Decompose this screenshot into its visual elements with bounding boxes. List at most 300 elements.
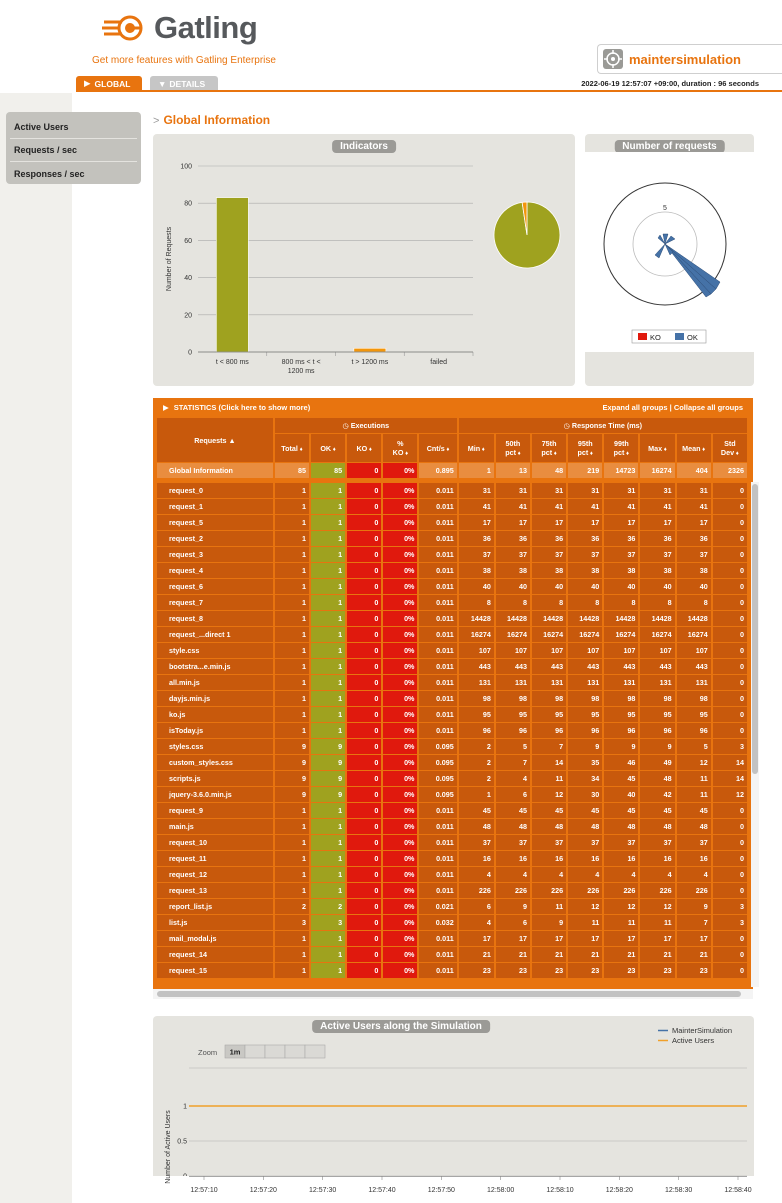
col-std[interactable] xyxy=(713,434,747,462)
table-row[interactable] xyxy=(157,643,747,658)
sort-icon: ♦ xyxy=(403,451,409,457)
group-controls-separator: | xyxy=(669,403,672,412)
x-tick-label: 12:58:10 xyxy=(546,1187,574,1194)
cell-p75: 443 xyxy=(532,659,566,674)
cell-min: 226 xyxy=(459,883,494,898)
table-row[interactable] xyxy=(157,531,747,546)
cell-pct-ko: 0% xyxy=(383,819,417,834)
cell-std: 0 xyxy=(713,643,747,658)
table-row[interactable] xyxy=(157,819,747,834)
cell-p50: 14428 xyxy=(496,611,530,626)
cell-max: 48 xyxy=(640,771,674,786)
cell-p50: 4 xyxy=(496,771,530,786)
cell-p50: 23 xyxy=(496,963,530,978)
cell-p95: 37 xyxy=(568,547,602,562)
cell-std: 0 xyxy=(713,627,747,642)
cell-ok: 1 xyxy=(311,947,345,962)
cell-pct-ko: 0% xyxy=(383,531,417,546)
request-name[interactable]: all.min.js xyxy=(157,675,273,690)
tab-details[interactable] xyxy=(150,76,218,91)
cell-std: 2326 xyxy=(713,463,747,478)
cell-ok: 1 xyxy=(311,627,345,642)
request-name[interactable]: request_7 xyxy=(157,595,273,610)
cell-total: 1 xyxy=(275,659,309,674)
cell-std: 0 xyxy=(713,547,747,562)
table-row[interactable] xyxy=(157,691,747,706)
cell-min: 40 xyxy=(459,579,494,594)
request-name[interactable]: list.js xyxy=(157,915,273,930)
cell-cnt-s: 0.011 xyxy=(419,691,456,706)
table-row[interactable] xyxy=(157,915,747,930)
cell-std: 0 xyxy=(713,531,747,546)
cell-min: 107 xyxy=(459,643,494,658)
cell-cnt-s: 0.011 xyxy=(419,723,456,738)
cell-p50: 48 xyxy=(496,819,530,834)
gatling-logo[interactable] xyxy=(100,12,257,44)
requests-title: Number of requests xyxy=(614,140,724,153)
request-name[interactable]: request_12 xyxy=(157,867,273,882)
cell-ok: 1 xyxy=(311,483,345,498)
cell-pct-ko: 0% xyxy=(383,595,417,610)
cell-ko: 0 xyxy=(347,803,381,818)
table-row[interactable] xyxy=(157,931,747,946)
cell-std: 0 xyxy=(713,611,747,626)
request-name[interactable]: request_6 xyxy=(157,579,273,594)
col-min[interactable] xyxy=(459,434,494,462)
cell-p95: 40 xyxy=(568,579,602,594)
cell-p75: 31 xyxy=(532,483,566,498)
request-name[interactable]: request_0 xyxy=(157,483,273,498)
cell-cnt-s: 0.095 xyxy=(419,787,456,802)
table-row[interactable] xyxy=(157,563,747,578)
cell-mean: 16 xyxy=(677,851,711,866)
table-row[interactable] xyxy=(157,611,747,626)
col-p95[interactable] xyxy=(568,434,602,462)
cell-ok: 1 xyxy=(311,563,345,578)
cell-min: 41 xyxy=(459,499,494,514)
cell-mean: 11 xyxy=(677,771,711,786)
cell-p95: 21 xyxy=(568,947,602,962)
col-p75[interactable] xyxy=(532,434,566,462)
cell-cnt-s: 0.011 xyxy=(419,867,456,882)
sidebar-item-active-users[interactable]: Active Users xyxy=(10,116,137,139)
cell-ko: 0 xyxy=(347,819,381,834)
cell-max: 8 xyxy=(640,595,674,610)
y-tick-label: 0.5 xyxy=(177,1138,187,1146)
sort-icon: ♦ xyxy=(331,446,336,453)
cell-ko: 0 xyxy=(347,723,381,738)
legend-ko-swatch xyxy=(638,333,647,340)
cell-ko: 0 xyxy=(347,707,381,722)
cell-p75: 40 xyxy=(532,579,566,594)
cell-ko: 0 xyxy=(347,883,381,898)
cell-p99: 38 xyxy=(604,563,638,578)
request-name[interactable]: mail_modal.js xyxy=(157,931,273,946)
request-name[interactable]: styles.css xyxy=(157,739,273,754)
cell-total: 1 xyxy=(275,931,309,946)
cell-mean: 14428 xyxy=(677,611,711,626)
cell-p95: 36 xyxy=(568,531,602,546)
cell-ko: 0 xyxy=(347,579,381,594)
col-label: 75th xyxy=(541,439,557,448)
request-name[interactable]: jquery-3.6.0.min.js xyxy=(157,787,273,802)
col-label: OK xyxy=(320,443,332,453)
cell-min: 1 xyxy=(459,463,494,478)
col-requests-label: Requests xyxy=(194,435,227,445)
request-name[interactable]: scripts.js xyxy=(157,771,273,786)
left-frame xyxy=(0,93,72,1203)
table-row[interactable] xyxy=(157,835,747,850)
expand-all-groups-link[interactable]: Expand all groups xyxy=(602,403,668,412)
table-row[interactable] xyxy=(157,851,747,866)
cell-min: 21 xyxy=(459,947,494,962)
cell-ok: 9 xyxy=(311,739,345,754)
statistics-horizontal-scrollbar[interactable] xyxy=(153,989,753,999)
cell-p99: 9 xyxy=(604,739,638,754)
col-label: KO xyxy=(356,443,368,453)
col-ko[interactable] xyxy=(347,434,381,462)
cell-pct-ko: 0% xyxy=(383,579,417,594)
cell-p50: 443 xyxy=(496,659,530,674)
cell-p95: 96 xyxy=(568,723,602,738)
table-row[interactable] xyxy=(157,739,747,754)
zoom-button[interactable] xyxy=(285,1045,305,1058)
statistics-vertical-scrollbar[interactable] xyxy=(751,482,759,987)
radar-tick-label: 5 xyxy=(663,205,667,212)
cell-max: 12 xyxy=(640,899,674,914)
table-row[interactable] xyxy=(157,947,747,962)
zoom-button[interactable] xyxy=(305,1045,325,1058)
col-label: 95th xyxy=(577,439,593,448)
cell-total: 1 xyxy=(275,643,309,658)
cell-total: 1 xyxy=(275,595,309,610)
x-tick-label: 1200 ms xyxy=(287,368,315,375)
col-label: Cnt/s xyxy=(426,443,445,453)
cell-min: 45 xyxy=(459,803,494,818)
cell-std: 3 xyxy=(713,899,747,914)
cell-std: 0 xyxy=(713,579,747,594)
cell-p75: 17 xyxy=(532,515,566,530)
cell-p99: 37 xyxy=(604,547,638,562)
table-row[interactable] xyxy=(157,899,747,914)
enterprise-link[interactable]: Get more features with Gatling Enterprise xyxy=(92,55,276,66)
col-label: pct xyxy=(577,448,589,457)
request-name[interactable]: dayjs.min.js xyxy=(157,691,273,706)
cell-max: 36 xyxy=(640,531,674,546)
cell-total: 1 xyxy=(275,947,309,962)
cell-p99: 31 xyxy=(604,483,638,498)
request-name[interactable]: report_list.js xyxy=(157,899,273,914)
cell-ok: 85 xyxy=(311,463,345,478)
cell-std: 0 xyxy=(713,483,747,498)
cell-p50: 96 xyxy=(496,723,530,738)
request-name[interactable]: bootstra...e.min.js xyxy=(157,659,273,674)
cell-pct-ko: 0% xyxy=(383,675,417,690)
cell-max: 48 xyxy=(640,819,674,834)
cell-p99: 16 xyxy=(604,851,638,866)
table-row[interactable] xyxy=(157,499,747,514)
active-users-chart xyxy=(153,1016,754,1203)
cell-p50: 98 xyxy=(496,691,530,706)
cell-p75: 95 xyxy=(532,707,566,722)
cell-p50: 6 xyxy=(496,787,530,802)
scrollbar-thumb[interactable] xyxy=(752,484,758,774)
cell-p50: 16 xyxy=(496,851,530,866)
cell-total: 85 xyxy=(275,463,309,478)
col-max[interactable] xyxy=(640,434,674,462)
cell-std: 0 xyxy=(713,499,747,514)
clock-icon: ◷ xyxy=(342,421,351,430)
y-tick-label: 20 xyxy=(184,312,192,320)
request-name[interactable]: request_3 xyxy=(157,547,273,562)
cell-ko: 0 xyxy=(347,547,381,562)
table-row[interactable] xyxy=(157,755,747,770)
table-row[interactable] xyxy=(157,579,747,594)
cell-p95: 23 xyxy=(568,963,602,978)
group-response-time xyxy=(459,418,747,433)
cell-mean: 31 xyxy=(677,483,711,498)
bar xyxy=(354,348,386,352)
request-name[interactable]: request_5 xyxy=(157,515,273,530)
statistics-panel xyxy=(153,398,753,999)
cell-p50: 131 xyxy=(496,675,530,690)
cell-cnt-s: 0.011 xyxy=(419,579,456,594)
cell-p75: 21 xyxy=(532,947,566,962)
cell-ko: 0 xyxy=(347,675,381,690)
cell-mean: 38 xyxy=(677,563,711,578)
x-tick-label: 12:57:50 xyxy=(427,1187,455,1194)
scrollbar-thumb[interactable] xyxy=(157,991,741,997)
cell-total: 1 xyxy=(275,547,309,562)
cell-mean: 107 xyxy=(677,643,711,658)
cell-p95: 131 xyxy=(568,675,602,690)
table-row[interactable] xyxy=(157,659,747,674)
col-label: Mean xyxy=(682,443,701,453)
request-name[interactable]: request_9 xyxy=(157,803,273,818)
cell-p75: 38 xyxy=(532,563,566,578)
section-title-text: Global Information xyxy=(163,113,271,127)
cell-cnt-s: 0.011 xyxy=(419,643,456,658)
col-total[interactable] xyxy=(275,434,309,462)
request-name[interactable]: request_10 xyxy=(157,835,273,850)
global-information-row[interactable] xyxy=(157,463,747,478)
cell-p75: 48 xyxy=(532,819,566,834)
cell-cnt-s: 0.011 xyxy=(419,675,456,690)
cell-ok: 1 xyxy=(311,611,345,626)
cell-pct-ko: 0% xyxy=(383,463,417,478)
cell-p99: 40 xyxy=(604,787,638,802)
col-cnt-s[interactable] xyxy=(419,434,456,462)
col-ok[interactable] xyxy=(311,434,345,462)
x-tick-label: t < 800 ms xyxy=(215,359,249,366)
x-tick-label: 12:58:00 xyxy=(487,1187,515,1194)
cell-total: 1 xyxy=(275,883,309,898)
cell-ko: 0 xyxy=(347,531,381,546)
cell-p99: 96 xyxy=(604,723,638,738)
sidebar-item-requests-per-sec[interactable]: Requests / sec xyxy=(10,139,137,162)
gatling-logo-icon xyxy=(100,12,148,44)
cell-ko: 0 xyxy=(347,483,381,498)
col-p50[interactable] xyxy=(496,434,530,462)
table-row[interactable] xyxy=(157,515,747,530)
cell-min: 96 xyxy=(459,723,494,738)
table-row[interactable] xyxy=(157,883,747,898)
cell-mean: 98 xyxy=(677,691,711,706)
request-name[interactable]: isToday.js xyxy=(157,723,273,738)
cell-min: 36 xyxy=(459,531,494,546)
cell-p50: 41 xyxy=(496,499,530,514)
cell-min: 98 xyxy=(459,691,494,706)
cell-pct-ko: 0% xyxy=(383,771,417,786)
cell-p99: 48 xyxy=(604,819,638,834)
cell-p99: 11 xyxy=(604,915,638,930)
request-name[interactable]: request_15 xyxy=(157,963,273,978)
cell-ok: 1 xyxy=(311,963,345,978)
cell-p75: 37 xyxy=(532,835,566,850)
cell-p99: 16274 xyxy=(604,627,638,642)
request-name[interactable]: request_2 xyxy=(157,531,273,546)
request-name[interactable]: request_13 xyxy=(157,883,273,898)
cell-std: 0 xyxy=(713,835,747,850)
zoom-button[interactable] xyxy=(265,1045,285,1058)
statistics-body xyxy=(157,463,747,978)
zoom-button[interactable] xyxy=(245,1045,265,1058)
cell-p99: 8 xyxy=(604,595,638,610)
request-name[interactable]: ko.js xyxy=(157,707,273,722)
table-row[interactable] xyxy=(157,595,747,610)
cell-pct-ko: 0% xyxy=(383,739,417,754)
col-mean[interactable] xyxy=(677,434,711,462)
cell-p95: 443 xyxy=(568,659,602,674)
tab-global[interactable] xyxy=(76,76,142,91)
col-p99[interactable] xyxy=(604,434,638,462)
cell-mean: 16274 xyxy=(677,627,711,642)
indicators-chart xyxy=(153,134,575,386)
table-row[interactable] xyxy=(157,707,747,722)
cell-p50: 37 xyxy=(496,835,530,850)
table-row[interactable] xyxy=(157,771,747,786)
cell-p99: 4 xyxy=(604,867,638,882)
cell-pct-ko: 0% xyxy=(383,947,417,962)
cell-p75: 107 xyxy=(532,643,566,658)
cell-std: 0 xyxy=(713,691,747,706)
cell-total: 1 xyxy=(275,691,309,706)
col-label: 50th xyxy=(505,439,521,448)
sort-icon: ♦ xyxy=(297,446,303,453)
cell-total: 3 xyxy=(275,915,309,930)
request-name[interactable]: style.css xyxy=(157,643,273,658)
request-name[interactable]: custom_styles.css xyxy=(157,755,273,770)
cell-p75: 96 xyxy=(532,723,566,738)
cell-p50: 95 xyxy=(496,707,530,722)
cell-p95: 31 xyxy=(568,483,602,498)
request-name[interactable]: request_11 xyxy=(157,851,273,866)
col-requests[interactable] xyxy=(157,418,273,462)
cell-p99: 36 xyxy=(604,531,638,546)
table-row[interactable] xyxy=(157,627,747,642)
indicators-panel xyxy=(153,134,575,386)
col-label: pct xyxy=(505,448,516,457)
cell-ko: 0 xyxy=(347,643,381,658)
table-row[interactable] xyxy=(157,547,747,562)
table-row[interactable] xyxy=(157,483,747,498)
request-name[interactable]: request_4 xyxy=(157,563,273,578)
request-name[interactable]: Global Information xyxy=(157,463,273,478)
cell-p99: 21 xyxy=(604,947,638,962)
cell-ok: 1 xyxy=(311,547,345,562)
cell-p95: 12 xyxy=(568,899,602,914)
cell-min: 14428 xyxy=(459,611,494,626)
caret-right-icon: ▶ xyxy=(84,78,91,88)
cell-min: 1 xyxy=(459,787,494,802)
cell-std: 0 xyxy=(713,515,747,530)
cell-max: 11 xyxy=(640,915,674,930)
cell-max: 95 xyxy=(640,707,674,722)
cell-p50: 40 xyxy=(496,579,530,594)
x-tick-label: 12:57:30 xyxy=(309,1187,337,1194)
col-pct-ko[interactable] xyxy=(383,434,417,462)
x-tick-label: 800 ms < t < xyxy=(281,359,321,366)
table-row[interactable] xyxy=(157,867,747,882)
request-name[interactable]: main.js xyxy=(157,819,273,834)
statistics-toggle[interactable] xyxy=(163,403,310,412)
cell-max: 9 xyxy=(640,739,674,754)
collapse-all-groups-link[interactable]: Collapse all groups xyxy=(673,403,743,412)
x-tick-label: 12:57:40 xyxy=(368,1187,396,1194)
cell-min: 6 xyxy=(459,899,494,914)
col-label: KO xyxy=(392,448,404,457)
cell-p99: 226 xyxy=(604,883,638,898)
request-name[interactable]: request_8 xyxy=(157,611,273,626)
cell-p99: 23 xyxy=(604,963,638,978)
request-name[interactable]: request_14 xyxy=(157,947,273,962)
y-axis-label: Number of Active Users xyxy=(165,1110,172,1184)
sidebar-item-responses-per-sec[interactable]: Responses / sec xyxy=(14,168,85,179)
simulation-badge xyxy=(597,44,782,74)
cell-max: 42 xyxy=(640,787,674,802)
request-name[interactable]: request_...direct 1 xyxy=(157,627,273,642)
cell-total: 1 xyxy=(275,851,309,866)
table-row[interactable] xyxy=(157,787,747,802)
legend-label: Active Users xyxy=(672,1036,715,1045)
sort-icon: ♦ xyxy=(515,451,521,457)
cell-pct-ko: 0% xyxy=(383,547,417,562)
brand-name: Gatling xyxy=(154,10,258,45)
cell-p50: 17 xyxy=(496,515,530,530)
cell-mean: 443 xyxy=(677,659,711,674)
cell-p95: 107 xyxy=(568,643,602,658)
sort-asc-icon: ▲ xyxy=(226,435,236,445)
cell-total: 1 xyxy=(275,627,309,642)
x-tick-label: 12:57:10 xyxy=(190,1187,218,1194)
cell-cnt-s: 0.011 xyxy=(419,627,456,642)
request-name[interactable]: request_1 xyxy=(157,499,273,514)
cell-ok: 2 xyxy=(311,899,345,914)
cell-p75: 11 xyxy=(532,899,566,914)
sort-icon: ♦ xyxy=(588,451,593,457)
cell-cnt-s: 0.895 xyxy=(419,463,456,478)
table-row[interactable] xyxy=(157,675,747,690)
cell-mean: 37 xyxy=(677,547,711,562)
table-row[interactable] xyxy=(157,803,747,818)
cell-min: 38 xyxy=(459,563,494,578)
table-row[interactable] xyxy=(157,723,747,738)
legend-label: MainterSimulation xyxy=(672,1026,733,1035)
cell-ko: 0 xyxy=(347,771,381,786)
cell-ok: 1 xyxy=(311,675,345,690)
cell-p95: 48 xyxy=(568,819,602,834)
table-row[interactable] xyxy=(157,963,747,978)
